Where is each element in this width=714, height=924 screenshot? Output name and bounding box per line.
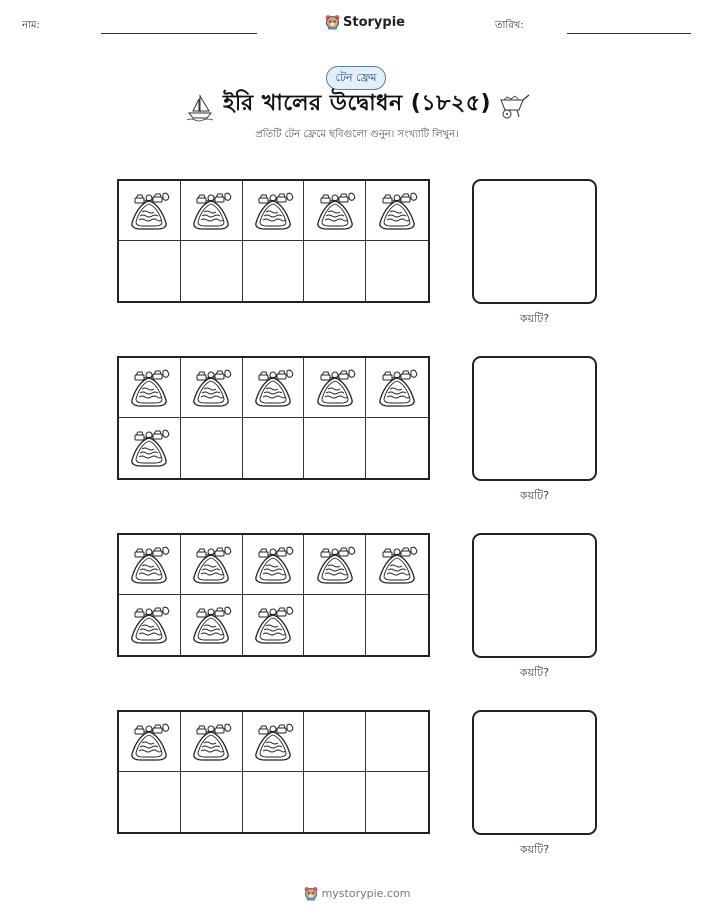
ten-frame-cell bbox=[243, 241, 305, 301]
ten-frame-cell bbox=[243, 595, 305, 655]
ten-frame-cell bbox=[119, 712, 181, 772]
date-label: তারিখ: bbox=[495, 20, 524, 31]
ten-frame-cell bbox=[243, 181, 305, 241]
canal-boat-icon bbox=[127, 543, 171, 587]
ten-frame-cell bbox=[181, 535, 243, 595]
name-label: নাম: bbox=[22, 20, 40, 31]
ten-frame-cell bbox=[243, 712, 305, 772]
ten-frame-cell bbox=[119, 772, 181, 832]
worksheet-type-badge: টেন ফ্রেম bbox=[326, 66, 386, 90]
canal-boat-icon bbox=[313, 189, 357, 233]
ten-frame-cell bbox=[366, 358, 428, 418]
ten-frame-cell bbox=[119, 595, 181, 655]
ten-frame-cell bbox=[181, 418, 243, 478]
ten-frame-cell bbox=[243, 418, 305, 478]
bear-logo-icon bbox=[304, 886, 318, 901]
canal-boat-icon bbox=[251, 189, 295, 233]
footer bbox=[0, 886, 714, 901]
count-label-2: কয়টি? bbox=[519, 489, 550, 502]
ten-frame-cell bbox=[304, 181, 366, 241]
answer-box-4[interactable] bbox=[472, 710, 597, 835]
wheelbarrow-icon bbox=[497, 92, 531, 120]
ten-frame-cell bbox=[243, 535, 305, 595]
ten-frame-cell bbox=[366, 241, 428, 301]
count-label-3: কয়টি? bbox=[519, 666, 550, 679]
canal-boat-icon bbox=[251, 366, 295, 410]
bear-logo-icon bbox=[325, 14, 340, 30]
ten-frame-cell bbox=[181, 241, 243, 301]
canal-boat-icon bbox=[189, 720, 233, 764]
ten-frame-cell bbox=[304, 358, 366, 418]
canal-boat-icon bbox=[313, 543, 357, 587]
canal-boat-icon bbox=[127, 189, 171, 233]
count-label-4: কয়টি? bbox=[519, 843, 550, 856]
instructions: প্রতিটি টেন ফ্রেমে ছবিগুলো গুনুন। সংখ্যাটি লিখুন। bbox=[255, 129, 459, 140]
ten-frame-cell bbox=[366, 418, 428, 478]
ten-frame-cell bbox=[181, 358, 243, 418]
ten-frame-cell bbox=[304, 418, 366, 478]
ten-frame-cell bbox=[366, 181, 428, 241]
canal-boat-icon bbox=[375, 366, 419, 410]
ten-frame-cell bbox=[119, 535, 181, 595]
canal-boat-icon bbox=[375, 189, 419, 233]
ten-frame-cell bbox=[304, 535, 366, 595]
ten-frame-cell bbox=[119, 181, 181, 241]
canal-boat-icon bbox=[251, 543, 295, 587]
canal-boat-icon bbox=[251, 720, 295, 764]
canal-boat-icon bbox=[375, 543, 419, 587]
canal-boat-icon bbox=[189, 603, 233, 647]
answer-box-1[interactable] bbox=[472, 179, 597, 304]
brand-name: Storypie bbox=[343, 14, 405, 30]
ten-frame-cell bbox=[119, 358, 181, 418]
answer-box-3[interactable] bbox=[472, 533, 597, 658]
ten-frame-cell bbox=[366, 535, 428, 595]
canal-boat-icon bbox=[189, 366, 233, 410]
name-line[interactable] bbox=[101, 33, 257, 34]
ten-frame-cell bbox=[119, 418, 181, 478]
ten-frame-cell bbox=[243, 772, 305, 832]
ten-frame-cell bbox=[243, 358, 305, 418]
ten-frame-cell bbox=[304, 241, 366, 301]
canal-boat-icon bbox=[313, 366, 357, 410]
date-line[interactable] bbox=[567, 33, 691, 34]
ten-frame-cell bbox=[181, 772, 243, 832]
ten-frame-cell bbox=[304, 595, 366, 655]
footer-url[interactable]: mystorypie.com bbox=[321, 887, 411, 900]
canal-boat-icon bbox=[251, 603, 295, 647]
page-title: ইরি খালের উদ্বোধন (১৮২৫) bbox=[222, 91, 492, 116]
count-label-1: কয়টি? bbox=[519, 312, 550, 325]
ten-frame-cell bbox=[366, 595, 428, 655]
ten-frame-cell bbox=[304, 712, 366, 772]
canal-boat-icon bbox=[189, 543, 233, 587]
ten-frame-cell bbox=[366, 712, 428, 772]
canal-boat-icon bbox=[127, 366, 171, 410]
canal-boat-icon bbox=[189, 189, 233, 233]
canal-boat-icon bbox=[127, 426, 171, 470]
brand-logo bbox=[325, 14, 405, 30]
ten-frame-cell bbox=[181, 595, 243, 655]
ten-frame-3 bbox=[117, 533, 430, 657]
ten-frame-4 bbox=[117, 710, 430, 834]
ten-frame-cell bbox=[366, 772, 428, 832]
canal-boat-icon bbox=[127, 720, 171, 764]
ten-frame-cell bbox=[181, 712, 243, 772]
ten-frame-1 bbox=[117, 179, 430, 303]
ten-frame-cell bbox=[181, 181, 243, 241]
ten-frame-cell bbox=[119, 241, 181, 301]
canal-boat-icon bbox=[127, 603, 171, 647]
answer-box-2[interactable] bbox=[472, 356, 597, 481]
ten-frame-cell bbox=[304, 772, 366, 832]
ten-frame-2 bbox=[117, 356, 430, 480]
